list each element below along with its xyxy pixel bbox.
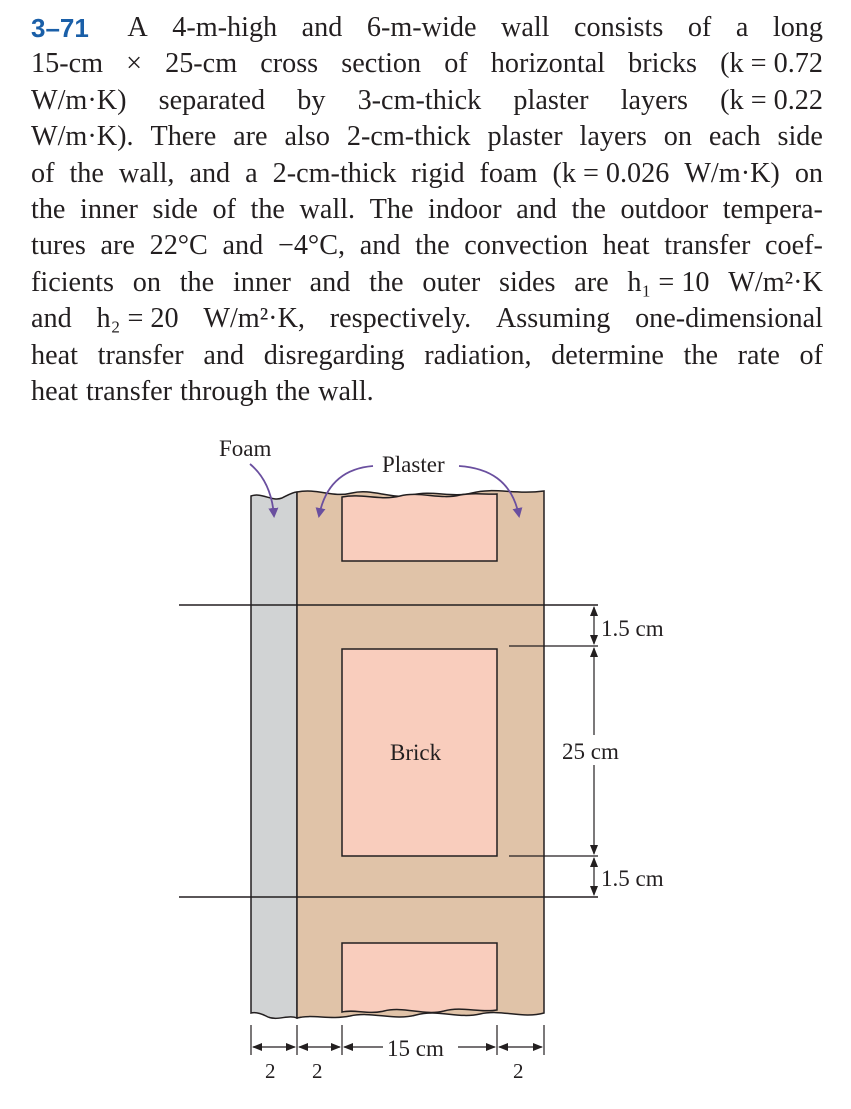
dim-label-middle: 25 cm	[562, 739, 619, 764]
problem-word: rate	[737, 339, 780, 371]
problem-word: 2-cm-thick	[346, 121, 471, 153]
problem-word: of	[212, 193, 236, 225]
problem-word: respectively.	[329, 303, 472, 335]
problem-word: 2-cm-thick	[272, 157, 397, 189]
problem-word: 4-m-high	[172, 12, 278, 43]
problem-word: W/m·K)	[684, 157, 780, 189]
problem-word: cross	[260, 48, 319, 80]
problem-word: bricks	[628, 48, 698, 80]
problem-word: ficients	[31, 266, 114, 298]
problem-word: section	[341, 48, 422, 80]
problem-word: heat	[602, 230, 650, 262]
problem-word: outdoor	[620, 193, 709, 225]
problem-word: ×	[126, 48, 143, 80]
problem-word: coef-	[765, 230, 823, 262]
problem-word: transfer	[85, 375, 173, 407]
brick-label: Brick	[390, 740, 442, 765]
problem-word: on	[132, 266, 161, 298]
problem-word: tempera-	[722, 193, 823, 225]
foam-label: Foam	[219, 436, 272, 461]
problem-word: heat	[31, 339, 78, 371]
problem-word: 3-cm-thick	[357, 84, 482, 116]
problem-word: −4°C,	[277, 230, 346, 262]
problem-word: and	[359, 230, 401, 262]
problem-word: W/m·K).	[31, 121, 134, 153]
problem-word: wall.	[318, 375, 374, 407]
problem-word: and	[222, 230, 264, 262]
problem-word: of	[444, 48, 468, 80]
problem-word: and	[301, 12, 343, 43]
problem-word: the	[369, 266, 404, 298]
problem-word: inner	[80, 193, 138, 225]
problem-word: foam	[479, 157, 538, 189]
problem-word: A	[127, 12, 148, 43]
dim-label-plaster-right: 2	[513, 1059, 524, 1083]
problem-word: W/m²·K,	[203, 303, 305, 335]
problem-number: 3–71	[31, 13, 89, 43]
problem-word: wall.	[299, 193, 356, 225]
problem-word: layers	[620, 84, 689, 116]
problem-word: h₁ = 10	[627, 266, 710, 298]
problem-word: the	[415, 230, 450, 262]
problem-word: outer	[422, 266, 481, 298]
brick-top	[342, 494, 497, 561]
dim-label-width: 15 cm	[387, 1036, 444, 1061]
plaster-label: Plaster	[382, 452, 445, 477]
problem-word: through	[180, 375, 268, 407]
problem-word: and	[31, 303, 72, 335]
problem-word: tures	[31, 230, 86, 262]
problem-word: and	[203, 339, 245, 371]
problem-word: plaster	[487, 121, 563, 153]
problem-word: indoor	[428, 193, 502, 225]
problem-word: 22°C	[149, 230, 208, 262]
problem-word: 15-cm	[31, 48, 104, 80]
problem-word: on	[663, 121, 692, 153]
problem-word: sides	[499, 266, 556, 298]
problem-word: are	[100, 230, 135, 262]
problem-word: of	[799, 339, 823, 371]
problem-word: of	[687, 12, 712, 43]
problem-word: a	[245, 157, 258, 189]
problem-word: wall,	[118, 157, 175, 189]
problem-word: the	[69, 157, 104, 189]
problem-word: also	[284, 121, 330, 153]
problem-word: each	[708, 121, 761, 153]
foam-layer	[251, 492, 297, 1018]
problem-word: radiation,	[424, 339, 532, 371]
problem-word: inner	[232, 266, 291, 298]
problem-word: rigid	[411, 157, 465, 189]
problem-word: (k = 0.026	[552, 157, 670, 189]
problem-word: heat	[31, 375, 78, 407]
problem-word: There	[150, 121, 217, 153]
problem-word: W/m·K)	[31, 84, 127, 116]
problem-word: the	[683, 339, 718, 371]
problem-word: Assuming	[495, 303, 611, 335]
problem-word: side	[777, 121, 823, 153]
problem-word: side	[152, 193, 198, 225]
problem-word: the	[179, 266, 215, 298]
problem-word: The	[369, 193, 414, 225]
dim-label-plaster-left: 2	[312, 1059, 323, 1083]
problem-word: and	[309, 266, 351, 298]
problem-word: 25-cm	[165, 48, 238, 80]
problem-word: on	[794, 157, 823, 189]
problem-word: and	[516, 193, 557, 225]
problem-word: the	[31, 193, 66, 225]
problem-word: plaster	[513, 84, 589, 116]
problem-word: the	[250, 193, 285, 225]
problem-word: convection	[464, 230, 588, 262]
problem-word: transfer	[97, 339, 184, 371]
problem-word: 6-m-wide	[366, 12, 477, 43]
problem-word: wall	[500, 12, 550, 43]
problem-word: the	[571, 193, 606, 225]
problem-word: h₂ = 20	[96, 303, 179, 335]
problem-word: determine	[551, 339, 664, 371]
problem-word: (k = 0.72	[720, 48, 823, 80]
problem-word: of	[31, 157, 55, 189]
problem-word: consists	[574, 12, 664, 43]
problem-word: horizontal	[490, 48, 606, 80]
problem-word: are	[233, 121, 268, 153]
problem-word: a	[735, 12, 749, 43]
problem-word: by	[297, 84, 326, 116]
problem-word: (k = 0.22	[720, 84, 823, 116]
problem-word: and	[189, 157, 231, 189]
problem-word: one-dimensional	[635, 303, 823, 335]
problem-word: are	[574, 266, 609, 298]
problem-word: W/m²·K	[728, 266, 823, 298]
dim-label-foam: 2	[265, 1059, 276, 1083]
problem-word: disregarding	[263, 339, 405, 371]
problem-word: the	[275, 375, 311, 407]
problem-word: transfer	[664, 230, 751, 262]
dim-label-top: 1.5 cm	[601, 616, 664, 641]
dim-label-bottom: 1.5 cm	[601, 866, 664, 891]
problem-word: separated	[158, 84, 266, 116]
brick-bottom	[342, 943, 497, 1012]
problem-word: long	[772, 12, 823, 43]
problem-word: layers	[579, 121, 647, 153]
